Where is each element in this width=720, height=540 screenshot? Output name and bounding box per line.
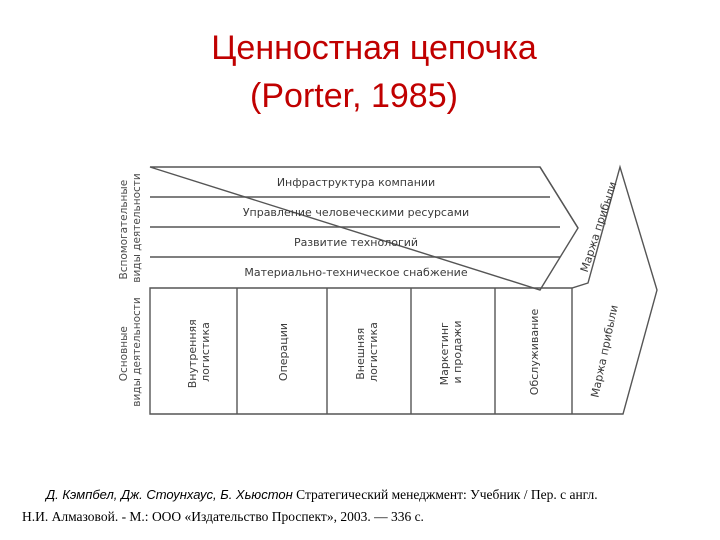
primary-activity-operations-line-1: Операции	[277, 322, 290, 382]
primary-group-label-2: виды деятельности	[131, 297, 143, 407]
primary-activity-outbound-logistics-line-1: Внешняя	[354, 327, 367, 380]
source-caption	[22, 484, 712, 528]
primary-activity-service	[528, 309, 541, 396]
support-activity-hr: Управление человеческими ресурсами	[242, 206, 470, 219]
primary-activity-marketing-sales-line-2: и продажи	[451, 320, 464, 384]
primary-group-label	[118, 297, 143, 406]
caption-title: Стратегический менеджмент: Учебник / Пер. с англ.	[292, 487, 598, 502]
primary-activity-inbound-logistics-line-2: логистика	[199, 322, 212, 382]
slide-title-line-1: Ценностная цепочка	[211, 29, 537, 67]
margin-label-top: Маржа прибыли	[577, 180, 620, 274]
margin-label-bottom: Маржа прибыли	[588, 303, 621, 399]
support-activity-procurement: Материально-техническое снабжение	[244, 266, 468, 279]
caption-authors: Д. Кэмпбел, Дж. Стоунхаус, Б. Хьюстон	[46, 487, 293, 502]
support-group-label-1: Вспомогательные	[118, 179, 130, 280]
support-activity-infrastructure: Инфраструктура компании	[276, 176, 436, 189]
value-chain-outline	[150, 167, 657, 414]
caption-line-2: Н.И. Алмазовой. - М.: ООО «Издательство Проспект», 2003. — 336 с.	[22, 509, 424, 524]
primary-activity-outbound-logistics	[354, 322, 380, 382]
support-group-label-2: виды деятельности	[131, 173, 143, 283]
slide-title-line-2: (Porter, 1985)	[250, 77, 458, 115]
primary-activity-service-line-1: Обслуживание	[528, 308, 541, 396]
support-group-label	[118, 173, 143, 282]
primary-activity-inbound-logistics-line-1: Внутренняя	[186, 319, 199, 389]
primary-group-label-1: Основные	[118, 326, 130, 382]
caption-line-1	[22, 484, 712, 506]
support-activity-technology: Развитие технологий	[293, 236, 419, 249]
primary-activity-operations	[277, 323, 290, 381]
primary-activity-inbound-logistics	[186, 316, 212, 389]
primary-activity-marketing-sales	[438, 319, 464, 386]
primary-activity-marketing-sales-line-1: Маркетинг	[438, 322, 451, 386]
primary-activity-outbound-logistics-line-2: логистика	[367, 322, 380, 382]
